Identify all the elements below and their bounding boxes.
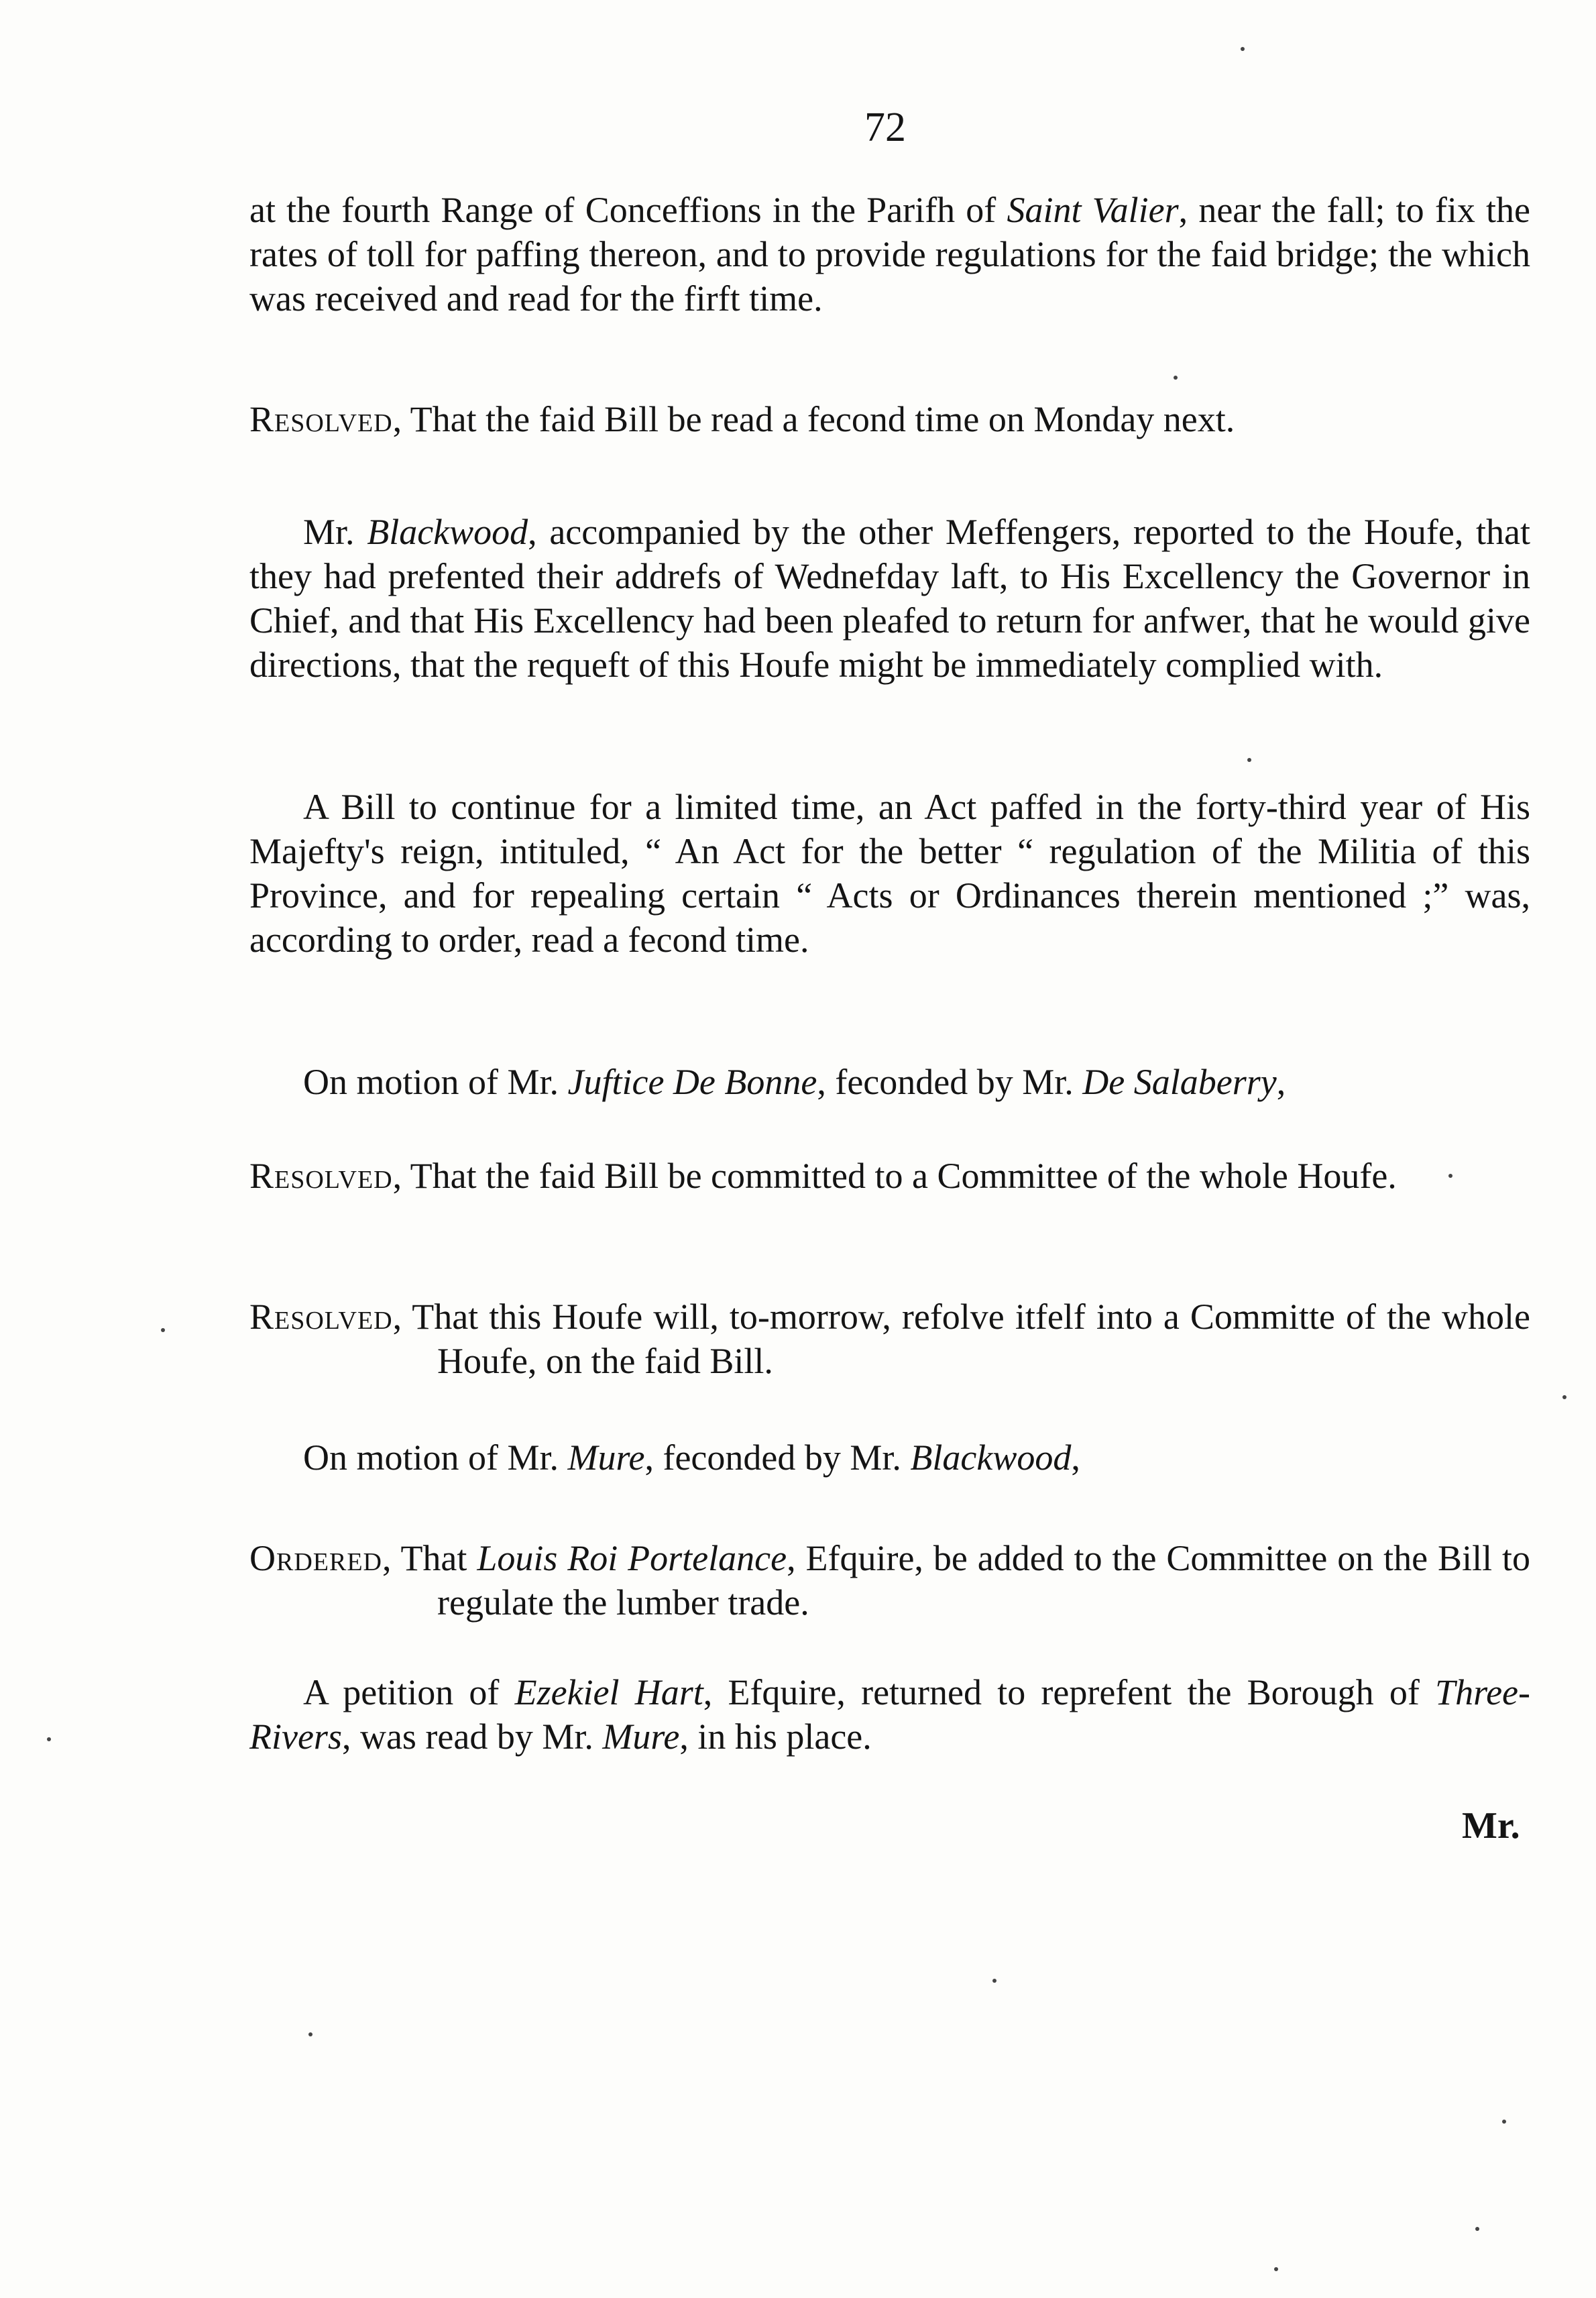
- petitioner-name: Ezekiel Hart: [514, 1672, 703, 1712]
- place-name: Saint Valier: [1007, 190, 1179, 230]
- scan-speck: [1562, 1395, 1566, 1399]
- scan-speck: [992, 1979, 996, 1983]
- scan-speck: [47, 1737, 51, 1741]
- scan-speck: [1247, 758, 1251, 762]
- scan-speck: [308, 2032, 312, 2036]
- scan-speck: [1448, 1174, 1452, 1178]
- resolution-second-reading: Resolved, That the faid Bill be read a fecond time on Monday next.: [249, 399, 1235, 439]
- page-number: 72: [864, 105, 906, 150]
- resolution-committee: Resolved, That the faid Bill be committed to a Committee of the whole Houfe.: [249, 1156, 1397, 1196]
- catchword: Mr.: [1462, 1805, 1520, 1847]
- ordered-label: Ordered: [249, 1538, 382, 1578]
- paragraph-militia-bill: A Bill to continue for a limited time, an Act paffed in the forty-third year of His Majefty's reign, intituled, “ An Act for the better “ regulation of the Militia of this Province, and for repealing certain “ Acts or Ordinances therein mentioned ;” was, according to order, read a fecond time.: [249, 787, 1530, 960]
- scan-speck: [1174, 376, 1178, 380]
- member-name: Juftice De Bonne: [567, 1062, 817, 1102]
- member-name: Mure: [602, 1716, 680, 1757]
- member-name: De Salaberry: [1082, 1062, 1277, 1102]
- resolution-committee-tomorrow: Resolved, That this Houfe will, to-morrow, refolve itfelf into a Committe of the whole Houfe, on the faid Bill.: [249, 1297, 1530, 1381]
- paragraph-motion-de-bonne: On motion of Mr. Juftice De Bonne, feconded by Mr. De Salaberry,: [303, 1062, 1286, 1102]
- resolved-label: Resolved: [249, 1297, 393, 1337]
- scan-speck: [1241, 47, 1245, 51]
- paragraph-motion-mure: On motion of Mr. Mure, feconded by Mr. Blackwood,: [303, 1437, 1080, 1478]
- paragraph-bridge-bill: at the fourth Range of Conceffions in the Parifh of Saint Valier, near the fall; to fix the rates of toll for paffing thereon, and to provide regulations for the faid bridge; the which was received and read for the firft time.: [249, 190, 1530, 319]
- paragraph-hart-petition: A petition of Ezekiel Hart, Efquire, returned to reprefent the Borough of Three-Rivers, was read by Mr. Mure, in his place.: [249, 1672, 1530, 1757]
- member-name: Blackwood: [367, 512, 528, 552]
- resolved-label: Resolved: [249, 1156, 393, 1196]
- scan-speck: [1475, 2227, 1479, 2231]
- member-name: Louis Roi Portelance: [477, 1538, 787, 1578]
- place-name: Three-Rivers: [249, 1672, 1530, 1757]
- paragraph-messengers-report: Mr. Blackwood, accompanied by the other Meffengers, reported to the Houfe, that they had prefented their addrefs of Wednefday laft, to His Excellency the Governor in Chief, and that His Excellency had been pleafed to return for anfwer, that he would give directions, that the requeft of this Houfe might be immediately complied with.: [249, 512, 1530, 685]
- member-name: Mure: [567, 1437, 645, 1478]
- scan-speck: [1502, 2120, 1506, 2124]
- member-name: Blackwood: [910, 1437, 1072, 1478]
- resolved-label: Resolved: [249, 399, 393, 439]
- scan-speck: [161, 1328, 165, 1332]
- scan-speck: [1274, 2267, 1278, 2271]
- order-lumber-committee: Ordered, That Louis Roi Portelance, Efquire, be added to the Committee on the Bill to regulate the lumber trade.: [249, 1538, 1530, 1623]
